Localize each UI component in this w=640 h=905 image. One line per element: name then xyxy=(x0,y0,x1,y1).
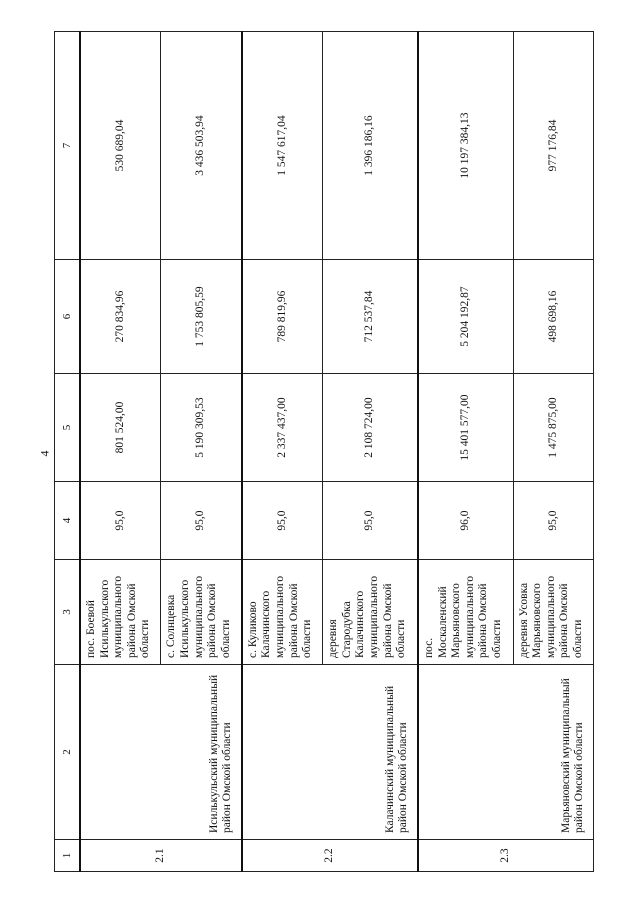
cell-col7: 977 176,84 xyxy=(513,32,593,260)
table-row xyxy=(80,32,161,872)
cell-col5: 2 108 724,00 xyxy=(323,374,418,482)
district-name: Калачинский муниципальный район Омской области xyxy=(242,665,418,840)
cell-col6: 712 537,84 xyxy=(323,260,418,374)
header-cell: 3 xyxy=(55,560,81,665)
cell-col5: 5 190 309,53 xyxy=(161,374,242,482)
cell-col5: 1 475 875,00 xyxy=(513,374,593,482)
cell-col4: 95,0 xyxy=(80,482,161,560)
cell-col7: 10 197 384,13 xyxy=(418,32,513,260)
table-row xyxy=(418,32,513,872)
table-row xyxy=(242,32,323,872)
cell-col4: 95,0 xyxy=(513,482,593,560)
cell-col4: 96,0 xyxy=(418,482,513,560)
row-number: 2.2 xyxy=(242,840,418,872)
cell-col6: 1 753 805,59 xyxy=(161,260,242,374)
cell-col5: 801 524,00 xyxy=(80,374,161,482)
locality-name: пос. Москаленский Марьяновского муниципального района Омской области xyxy=(418,560,513,665)
cell-col4: 95,0 xyxy=(242,482,323,560)
header-cell: 1 xyxy=(55,840,81,872)
header-cell: 2 xyxy=(55,665,81,840)
locality-name: пос. Боевой Исилькульского муниципального района Омской области xyxy=(80,560,161,665)
cell-col6: 270 834,96 xyxy=(80,260,161,374)
cell-col7: 1 547 617,04 xyxy=(242,32,323,260)
cell-col4: 95,0 xyxy=(161,482,242,560)
header-row xyxy=(55,32,81,872)
header-cell: 5 xyxy=(55,374,81,482)
locality-name: деревня Стародубка Калачинского муниципального района Омской области xyxy=(323,560,418,665)
header-cell: 6 xyxy=(55,260,81,374)
cell-col5: 15 401 577,00 xyxy=(418,374,513,482)
district-name: Исилькульский муниципальный район Омской области xyxy=(80,665,242,840)
header-cell: 4 xyxy=(55,482,81,560)
cell-col7: 530 689,04 xyxy=(80,32,161,260)
page-number: 4 xyxy=(37,450,52,457)
cell-col6: 789 819,96 xyxy=(242,260,323,374)
cell-col6: 498 698,16 xyxy=(513,260,593,374)
cell-col7: 3 436 503,94 xyxy=(161,32,242,260)
locality-name: деревня Усовка Марьяновского муниципального района Омской области xyxy=(513,560,593,665)
locality-name: с. Солнцевка Исилькульского муниципального района Омской области xyxy=(161,560,242,665)
locality-name: с. Куликово Калачинского муниципального района Омской области xyxy=(242,560,323,665)
rotated-table-wrapper xyxy=(54,32,594,872)
cell-col4: 95,0 xyxy=(323,482,418,560)
funding-table xyxy=(54,31,594,872)
row-number: 2.1 xyxy=(80,840,242,872)
header-cell: 7 xyxy=(55,32,81,260)
cell-col7: 1 396 186,16 xyxy=(323,32,418,260)
cell-col5: 2 337 437,00 xyxy=(242,374,323,482)
row-number: 2.3 xyxy=(418,840,594,872)
district-name: Марьяновский муниципальный район Омской области xyxy=(418,665,594,840)
cell-col6: 5 204 192,87 xyxy=(418,260,513,374)
